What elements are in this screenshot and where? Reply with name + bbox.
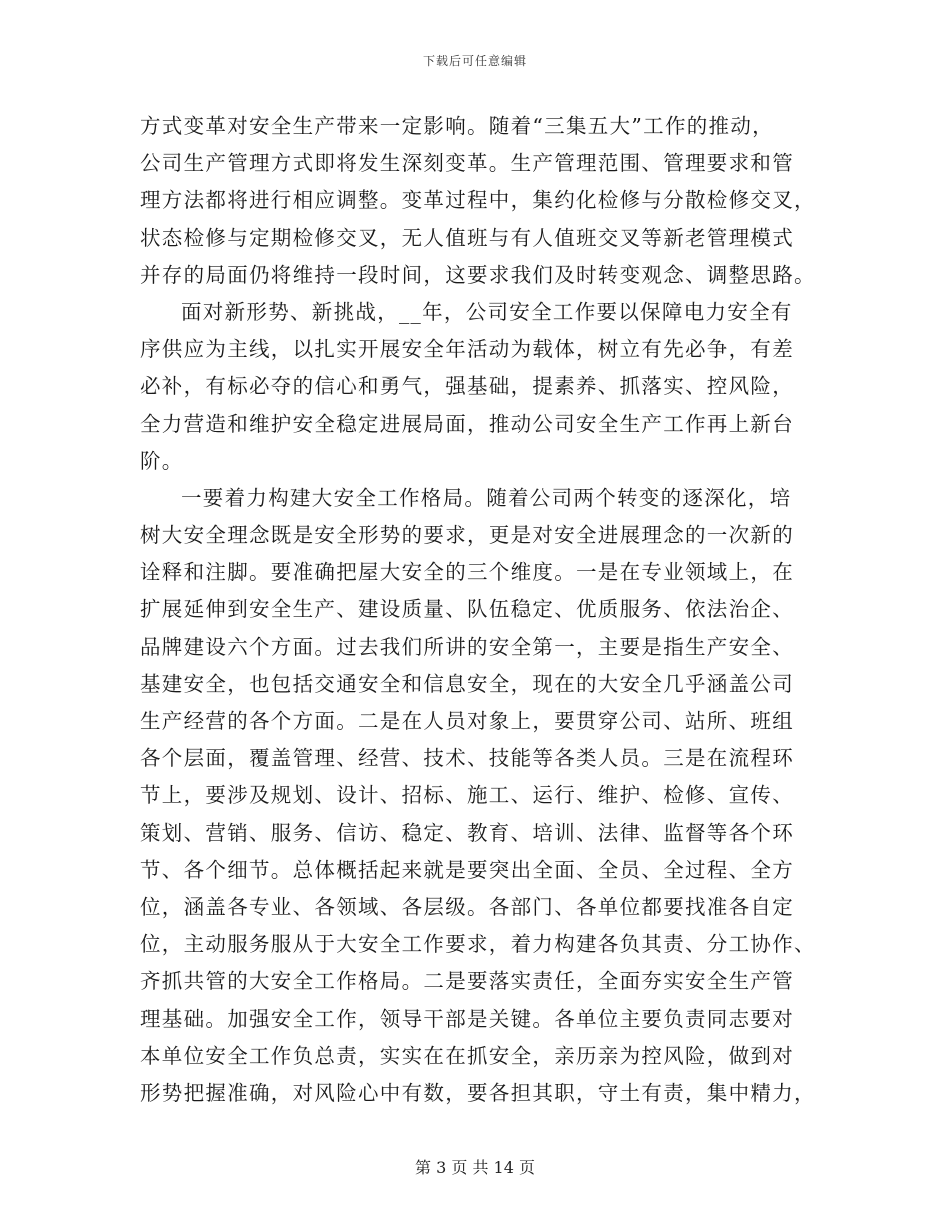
text-line: 各个层面，覆盖管理、经营、技术、技能等各类人员。三是在流程环 xyxy=(140,746,794,771)
text-line: 阶。 xyxy=(140,448,184,473)
text-line: 公司生产管理方式即将发生深刻变革。生产管理范围、管理要求和管 xyxy=(140,151,794,176)
text-line: 策划、营销、服务、信访、稳定、教育、培训、法律、监督等各个环 xyxy=(140,820,794,845)
text-line: 树大安全理念既是安全形势的要求，更是对安全进展理念的一次新的 xyxy=(140,523,794,548)
paragraph-start-line: 一要着力构建大安全工作格局。随着公司两个转变的逐深化，培 xyxy=(181,485,792,510)
text-line: 生产经营的各个方面。二是在人员对象上，要贯穿公司、站所、班组 xyxy=(140,709,794,733)
text-line: 本单位安全工作负总责，实实在在抓安全，亲历亲为控风险，做到对 xyxy=(140,1043,794,1068)
paragraph-start-line: 面对新形势、新挑战，__年，公司安全工作要以保障电力安全有 xyxy=(181,299,793,324)
text-line: 齐抓共管的大安全工作格局。二是要落实责任，全面夯实安全生产管 xyxy=(140,969,794,994)
text-line: 节上，要涉及规划、设计、招标、施工、运行、维护、检修、宣传、 xyxy=(140,783,794,808)
text-line: 全力营造和维护安全稳定进展局面，推动公司安全生产工作再上新台 xyxy=(140,411,794,436)
text-line: 扩展延伸到安全生产、建设质量、队伍稳定、优质服务、依法治企、 xyxy=(140,597,794,622)
page-number-footer: 第 3 页 共 14 页 xyxy=(415,1158,535,1177)
document-body xyxy=(140,108,820,1112)
text-line: 必补，有标必夺的信心和勇气，强基础，提素养、抓落实、控风险， xyxy=(140,374,794,399)
text-line: 诠释和注脚。要准确把屋大安全的三个维度。一是在专业领域上，在 xyxy=(140,560,794,585)
text-line: 位，主动服务服从于大安全工作要求，着力构建各负其责、分工协作、 xyxy=(140,932,816,957)
text-line: 理基础。加强安全工作，领导干部是关键。各单位主要负责同志要对 xyxy=(140,1006,794,1031)
text-line: 状态检修与定期检修交叉，无人值班与有人值班交叉等新老管理模式 xyxy=(140,225,794,250)
text-line: 理方法都将进行相应调整。变革过程中，集约化检修与分散检修交叉， xyxy=(140,188,816,213)
text-line: 形势把握准确，对风险心中有数，要各担其职，守土有责，集中精力， xyxy=(140,1080,816,1105)
text-line: 节、各个细节。总体概括起来就是要突出全面、全员、全过程、全方 xyxy=(140,857,794,882)
text-line: 品牌建设六个方面。过去我们所讲的安全第一，主要是指生产安全、 xyxy=(140,634,794,659)
text-line: 位，涵盖各专业、各领域、各层级。各部门、各单位都要找准各自定 xyxy=(140,894,794,919)
text-line: 并存的局面仍将维持一段时间，这要求我们及时转变观念、调整思路。 xyxy=(140,262,816,287)
text-line: 方式变革对安全生产带来一定影响。随着“三集五大”工作的推动， xyxy=(140,114,774,138)
page-header: 下载后可任意编辑 xyxy=(422,54,527,68)
text-line: 基建安全，也包括交通安全和信息安全，现在的大安全几乎涵盖公司 xyxy=(140,671,794,696)
text-line: 序供应为主线，以扎实开展安全年活动为载体，树立有先必争，有差 xyxy=(140,337,794,362)
